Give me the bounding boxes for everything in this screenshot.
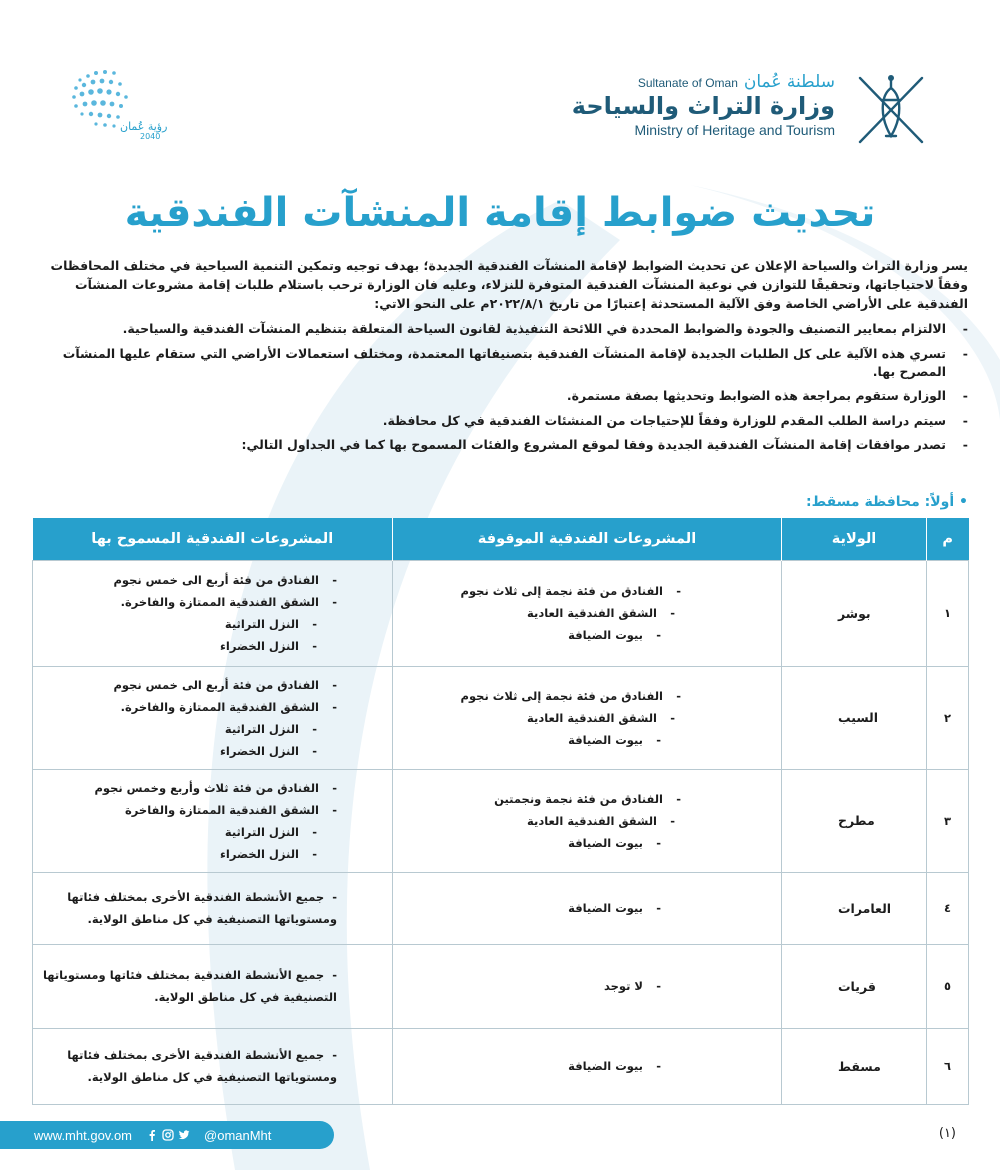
list-item: - النزل التراثية: [39, 718, 337, 740]
section-heading: • أولاً: محافظة مسقط:: [806, 494, 968, 510]
list-item: - بيوت الضيافة: [399, 832, 681, 854]
intro-paragraph: يسر وزارة التراث والسياحة الإعلان عن تحديث الضوابط لإقامة المنشآت الفندقية الجديدة؛ بهدف توجيه وتمكين التنمية السياحية في مختلف المحافظات وفقاً لاحتياجاتها، وتحقيقًا للتوازن في نوعية المنشآت الفندقية المتوفرة للنزلاء، وعليه فان الوزارة ترحب باستلام طلبات إقامة مشروعات المنشآت الفندقية على الأراضي الخاصة وفق الآلية المستحدثة إعتبارًا من تاريخ ٢٠٢٢/٨/١م على النحو الاتي:: [50, 258, 968, 311]
list-item: - الشقق الفندقية العادية: [399, 810, 681, 832]
list-item: - النزل الخضراء: [39, 843, 337, 865]
row-wilayat: العامرات: [782, 872, 927, 944]
hotel-projects-table: [32, 518, 969, 1105]
twitter-icon[interactable]: [178, 1129, 190, 1141]
row-allowed-text: - جميع الأنشطة الفندقية الأخرى بمختلف فئاتها ومستوياتها التصنيفية في كل مناطق الولاية.: [67, 1048, 337, 1084]
row-allowed: [33, 872, 393, 944]
header-wilayat: الولاية: [782, 518, 927, 560]
list-item: - الفنادق من فئة ثلاث وأربع وخمس نجوم: [39, 777, 337, 799]
facebook-icon[interactable]: [146, 1129, 158, 1141]
oman-emblem-icon: [850, 70, 932, 150]
list-item: - لا توجد: [399, 975, 681, 997]
row-number: ٦: [927, 1028, 969, 1104]
ministry-name-english: Ministry of Heritage and Tourism: [634, 122, 835, 138]
social-handle[interactable]: @omanMht: [204, 1127, 272, 1143]
instagram-icon[interactable]: [162, 1129, 174, 1141]
sultanate-english: Sultanate of Oman: [637, 76, 738, 90]
bullet-dot: •: [954, 494, 968, 510]
list-item: - النزل الخضراء: [39, 740, 337, 762]
list-item: - الفنادق من فئة أربع الى خمس نجوم: [39, 674, 337, 696]
row-stopped: [393, 769, 782, 872]
list-item: - الشقق الفندقية الممتازة والفاخرة: [39, 799, 337, 821]
vision-logo-text: رؤية عُمان: [120, 120, 168, 133]
list-item: - النزل التراثية: [39, 821, 337, 843]
list-item: - الفنادق من فئة نجمة ونجمتين: [399, 788, 681, 810]
row-allowed: [33, 666, 393, 769]
footer-bar: [0, 1121, 334, 1149]
points-list: [28, 320, 968, 461]
ministry-name-arabic: وزارة التراث والسياحة: [571, 92, 835, 120]
header-number: م: [927, 518, 969, 560]
row-number: ٥: [927, 944, 969, 1028]
row-allowed: [33, 560, 393, 666]
row-stopped: [393, 666, 782, 769]
list-item: - النزل الخضراء: [39, 635, 337, 657]
row-number: ٣: [927, 769, 969, 872]
list-item: - بيوت الضيافة: [399, 624, 681, 646]
table-header-row: [33, 518, 969, 560]
row-allowed-text: - جميع الأنشطة الفندقية بمختلف فئاتها ومستوياتها التصنيفية في كل مناطق الولاية.: [42, 968, 337, 1004]
list-item: - الوزارة ستقوم بمراجعة هذه الضوابط وتحديثها بصفة مستمرة.: [566, 388, 968, 403]
list-item: - الفنادق من فئة أربع الى خمس نجوم: [39, 569, 337, 591]
row-stopped: [393, 872, 782, 944]
table-row: [33, 872, 969, 944]
row-allowed: [33, 769, 393, 872]
row-stopped: [393, 944, 782, 1028]
list-item: - الشقق الفندقية العادية: [399, 602, 681, 624]
header-allowed-projects: المشروعات الفندقية المسموح بها: [33, 518, 393, 560]
row-wilayat: قريات: [782, 944, 927, 1028]
table-row: [33, 1028, 969, 1104]
sultanate-arabic: سلطنة عُمان: [743, 72, 835, 92]
row-wilayat: السيب: [782, 666, 927, 769]
page-number: (١): [938, 1126, 956, 1141]
row-allowed-text: - جميع الأنشطة الفندقية الأخرى بمختلف فئاتها ومستوياتها التصنيفية في كل مناطق الولاية.: [67, 890, 337, 926]
list-item: - النزل التراثية: [39, 613, 337, 635]
row-number: ١: [927, 560, 969, 666]
row-number: ٢: [927, 666, 969, 769]
list-item: - الالتزام بمعايير التصنيف والجودة والضوابط المحددة في اللائحة التنفيذية لقانون السياحة المتعلقة بتنظيم المنشآت الفندقية والسياحية.: [122, 321, 968, 336]
list-item: - تصدر موافقات إقامة المنشآت الفندقية الجديدة وفقا لموقع المشروع والفئات المسموح بها كما في الجداول التالي:: [241, 437, 968, 452]
list-item: - الفنادق من فئة نجمة إلى ثلاث نجوم: [399, 685, 681, 707]
table-row: [33, 666, 969, 769]
row-allowed: [33, 1028, 393, 1104]
list-item: - بيوت الضيافة: [399, 729, 681, 751]
social-icons: [146, 1129, 190, 1141]
list-item: - الشقق الفندقية الممتازة والفاخرة.: [39, 591, 337, 613]
row-stopped: [393, 1028, 782, 1104]
row-stopped: [393, 560, 782, 666]
list-item: - الشقق الفندقية العادية: [399, 707, 681, 729]
header-stopped-projects: المشروعات الفندقية الموقوفة: [393, 518, 782, 560]
table-row: [33, 769, 969, 872]
list-item: - بيوت الضيافة: [399, 1055, 681, 1077]
list-item: - تسري هذه الآلية على كل الطلبات الجديدة لإقامة المنشآت الفندقية بتصنيفاتها المعتمدة، ومختلف استعمالات الأراضي التي ستقام عليها المنشآت المصرح بها.: [62, 345, 968, 379]
row-wilayat: بوشر: [782, 560, 927, 666]
list-item: - بيوت الضيافة: [399, 897, 681, 919]
row-wilayat: مسقط: [782, 1028, 927, 1104]
list-item: - الفنادق من فئة نجمة إلى ثلاث نجوم: [399, 580, 681, 602]
website-link[interactable]: www.mht.gov.om: [34, 1127, 133, 1143]
row-allowed: [33, 944, 393, 1028]
list-item: - سيتم دراسة الطلب المقدم للوزارة وفقاً للإحتياجات من المنشئات الفندقية في كل محافظة.: [382, 412, 968, 428]
page-title: تحديث ضوابط إقامة المنشآت الفندقية: [124, 190, 876, 236]
vision-logo-year: 2040: [140, 132, 161, 141]
row-number: ٤: [927, 872, 969, 944]
list-item: - الشقق الفندقية الممتازة والفاخرة.: [39, 696, 337, 718]
table-row: [33, 944, 969, 1028]
row-wilayat: مطرح: [782, 769, 927, 872]
table-row: [33, 560, 969, 666]
ministry-branding: [555, 72, 835, 138]
